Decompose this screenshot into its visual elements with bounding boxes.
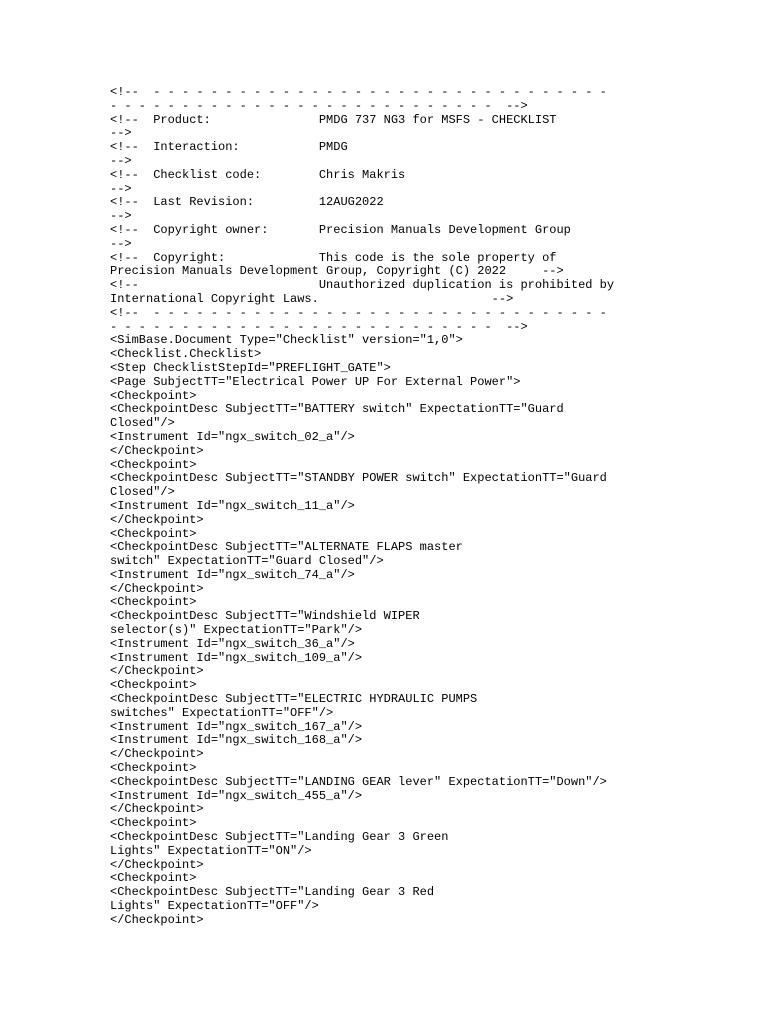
code-line: <!-- Checklist code: Chris Makris: [110, 167, 406, 182]
code-line: <Checkpoint>: [110, 388, 197, 403]
code-line: <SimBase.Document Type="Checklist" version="1,0">: [110, 333, 463, 348]
code-line: - - - - - - - - - - - - - - - - - - - - - - - - - - - -->: [110, 98, 528, 113]
code-line: <Checkpoint>: [110, 457, 197, 472]
code-line: <!-- Interaction: PMDG: [110, 140, 348, 155]
code-line: <!-- Product: PMDG 737 NG3 for MSFS - CHECKLIST: [110, 112, 557, 127]
code-line: <Checkpoint>: [110, 816, 197, 831]
code-line: </Checkpoint>: [110, 512, 204, 527]
code-line: <Instrument Id="ngx_switch_455_a"/>: [110, 788, 363, 803]
code-line: <Checkpoint>: [110, 871, 197, 886]
code-line: -->: [110, 209, 132, 224]
code-line: </Checkpoint>: [110, 912, 204, 927]
code-line: <!-- - - - - - - - - - - - - - - - - - - - - - - - - - - - - - - - -: [110, 85, 607, 99]
code-line: </Checkpoint>: [110, 802, 204, 817]
code-line: <CheckpointDesc SubjectTT="LANDING GEAR lever" ExpectationTT="Down"/>: [110, 774, 607, 789]
code-line: <Instrument Id="ngx_switch_109_a"/>: [110, 650, 363, 665]
code-line: <CheckpointDesc SubjectTT="ELECTRIC HYDRAULIC PUMPS: [110, 692, 478, 707]
code-line: </Checkpoint>: [110, 857, 204, 872]
code-line: Lights" ExpectationTT="OFF"/>: [110, 899, 319, 914]
code-line: <Checkpoint>: [110, 595, 197, 610]
code-line: <CheckpointDesc SubjectTT="Landing Gear 3 Red: [110, 885, 435, 900]
code-line: </Checkpoint>: [110, 747, 204, 762]
code-line: <CheckpointDesc SubjectTT="ALTERNATE FLAPS master: [110, 540, 463, 555]
code-line: -->: [110, 126, 132, 141]
code-line: Lights" ExpectationTT="ON"/>: [110, 843, 312, 858]
code-listing: [110, 86, 670, 928]
code-line: <Step ChecklistStepId="PREFLIGHT_GATE">: [110, 360, 391, 375]
code-line: </Checkpoint>: [110, 664, 204, 679]
code-line: -->: [110, 153, 132, 168]
code-line: <Instrument Id="ngx_switch_74_a"/>: [110, 567, 355, 582]
code-line: -->: [110, 236, 132, 251]
code-line: </Checkpoint>: [110, 443, 204, 458]
code-line: <Instrument Id="ngx_switch_02_a"/>: [110, 429, 355, 444]
code-line: International Copyright Laws. -->: [110, 291, 514, 306]
code-line: -->: [110, 181, 132, 196]
code-line: switch" ExpectationTT="Guard Closed"/>: [110, 554, 384, 569]
code-line: </Checkpoint>: [110, 581, 204, 596]
code-line: <Checkpoint>: [110, 761, 197, 776]
code-line: <Instrument Id="ngx_switch_11_a"/>: [110, 498, 355, 513]
code-line: switches" ExpectationTT="OFF"/>: [110, 705, 334, 720]
code-line: <!-- Last Revision: 12AUG2022: [110, 195, 384, 210]
code-line: <!-- Copyright: This code is the sole property of: [110, 250, 557, 265]
code-line: <CheckpointDesc SubjectTT="STANDBY POWER switch" ExpectationTT="Guard: [110, 471, 607, 486]
code-line: <Instrument Id="ngx_switch_167_a"/>: [110, 719, 363, 734]
code-line: <Instrument Id="ngx_switch_168_a"/>: [110, 733, 363, 748]
code-line: <Checkpoint>: [110, 526, 197, 541]
code-line: <!-- Unauthorized duplication is prohibited by: [110, 278, 615, 293]
code-line: <Instrument Id="ngx_switch_36_a"/>: [110, 636, 355, 651]
code-line: Precision Manuals Development Group, Copyright (C) 2022 -->: [110, 264, 564, 279]
code-line: <Checkpoint>: [110, 678, 197, 693]
code-line: - - - - - - - - - - - - - - - - - - - - - - - - - - - -->: [110, 319, 528, 334]
code-line: <Checklist.Checklist>: [110, 347, 262, 362]
code-line: <!-- - - - - - - - - - - - - - - - - - - - - - - - - - - - - - - - -: [110, 305, 607, 320]
code-line: <CheckpointDesc SubjectTT="Windshield WIPER: [110, 609, 420, 624]
code-line: Closed"/>: [110, 416, 175, 431]
code-line: <Page SubjectTT="Electrical Power UP For External Power">: [110, 374, 521, 389]
code-line: <CheckpointDesc SubjectTT="BATTERY switch" ExpectationTT="Guard: [110, 402, 564, 417]
code-line: selector(s)" ExpectationTT="Park"/>: [110, 623, 363, 638]
code-line: <!-- Copyright owner: Precision Manuals Development Group: [110, 222, 571, 237]
code-line: <CheckpointDesc SubjectTT="Landing Gear 3 Green: [110, 830, 449, 845]
code-line: Closed"/>: [110, 485, 175, 500]
